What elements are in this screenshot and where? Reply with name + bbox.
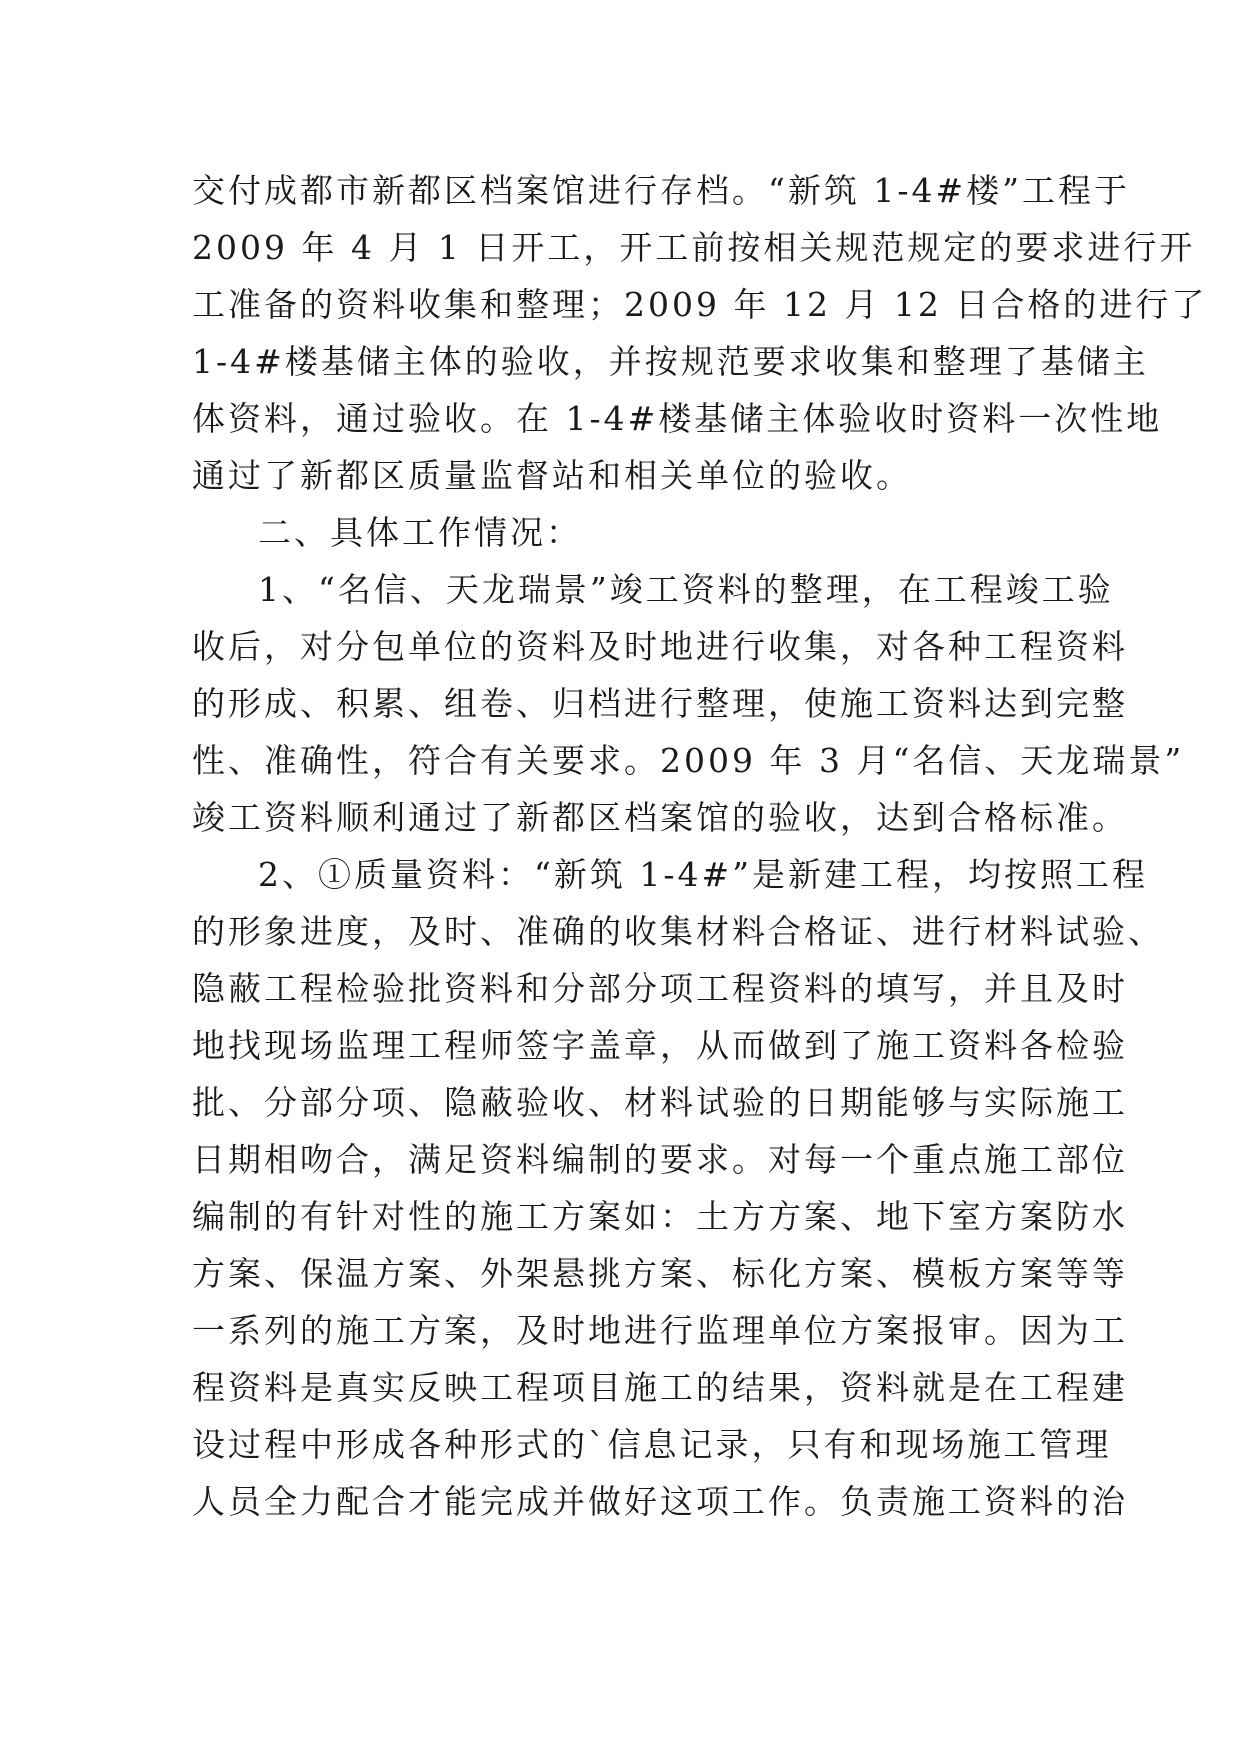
text-line: 程资料是真实反映工程项目施工的结果，资料就是在工程建 <box>192 1368 1128 1407</box>
text-line: 设过程中形成各种形式的`信息记录，只有和现场施工管理 <box>192 1425 1112 1464</box>
text-line: 的形象进度，及时、准确的收集材料合格证、进行材料试验、 <box>192 912 1164 951</box>
section-heading: 二、具体工作情况： <box>258 513 582 552</box>
text-line: 竣工资料顺利通过了新都区档案馆的验收，达到合格标准。 <box>192 798 1128 837</box>
text-line: 隐蔽工程检验批资料和分部分项工程资料的填写，并且及时 <box>192 969 1128 1008</box>
text-line: 收后，对分包单位的资料及时地进行收集，对各种工程资料 <box>192 627 1128 666</box>
text-line: 1-4#楼基储主体的验收，并按规范要求收集和整理了基储主 <box>192 342 1149 381</box>
text-line: 人员全力配合才能完成并做好这项工作。负责施工资料的治 <box>192 1482 1128 1521</box>
text-line: 日期相吻合，满足资料编制的要求。对每一个重点施工部位 <box>192 1140 1128 1179</box>
body-text <box>192 162 1208 1530</box>
text-line: 方案、保温方案、外架悬挑方案、标化方案、模板方案等等 <box>192 1254 1128 1293</box>
text-line: 的形成、积累、组卷、归档进行整理，使施工资料达到完整 <box>192 684 1128 723</box>
text-line: 交付成都市新都区档案馆进行存档。“新筑 1-4#楼”工程于 <box>192 171 1131 210</box>
text-line: 批、分部分项、隐蔽验收、材料试验的日期能够与实际施工 <box>192 1083 1128 1122</box>
text-line: 体资料，通过验收。在 1-4#楼基储主体验收时资料一次性地 <box>192 399 1163 438</box>
text-line: 编制的有针对性的施工方案如：土方方案、地下室方案防水 <box>192 1197 1128 1236</box>
text-line: 性、准确性，符合有关要求。2009 年 3 月“名信、天龙瑞景” <box>192 741 1185 780</box>
text-line: 一系列的施工方案，及时地进行监理单位方案报审。因为工 <box>192 1311 1128 1350</box>
text-line: 2009 年 4 月 1 日开工，开工前按相关规范规定的要求进行开 <box>192 228 1196 267</box>
text-line: 工准备的资料收集和整理；2009 年 12 月 12 日合格的进行了 <box>192 285 1208 324</box>
paragraph-start: 2、①质量资料：“新筑 1-4#”是新建工程，均按照工程 <box>258 855 1149 894</box>
paragraph-start: 1、“名信、天龙瑞景”竣工资料的整理，在工程竣工验 <box>258 570 1114 609</box>
text-line: 地找现场监理工程师签字盖章，从而做到了施工资料各检验 <box>192 1026 1128 1065</box>
text-line: 通过了新都区质量监督站和相关单位的验收。 <box>192 456 912 495</box>
